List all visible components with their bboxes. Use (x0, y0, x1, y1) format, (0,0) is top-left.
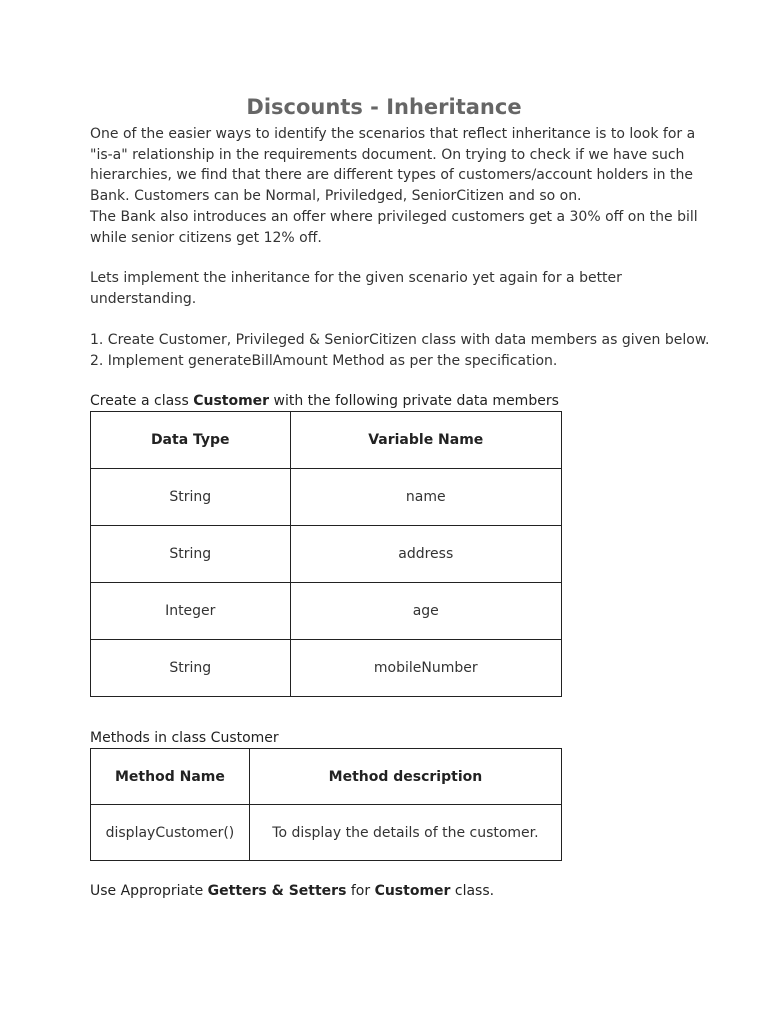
intro-line: The Bank also introduces an offer where privileged customers get a 30% off on the bill (90, 208, 698, 225)
header-method-description: Method description (249, 749, 561, 805)
lets-line: understanding. (90, 290, 197, 307)
methods-table-caption: Methods in class Customer (90, 730, 279, 746)
lets-paragraph (90, 268, 690, 309)
intro-line: while senior citizens get 12% off. (90, 229, 322, 246)
intro-line: One of the easier ways to identify the scenarios that reflect inheritance is to look for a (90, 126, 696, 142)
header-variable-name: Variable Name (290, 412, 561, 469)
table-header-row (91, 412, 562, 469)
intro-line: hierarchies, we find that there are different types of customers/account holders in the (90, 167, 693, 184)
step-item: 1. Create Customer, Privileged & SeniorCitizen class with data members as given below. (90, 332, 710, 348)
customer-data-members-table (90, 411, 562, 697)
table-header-row (91, 749, 562, 805)
lets-line: Lets implement the inheritance for the given scenario yet again for a better (90, 270, 622, 286)
cell-method-description: To display the details of the customer. (249, 805, 561, 861)
cell-variable-name: name (290, 469, 561, 526)
table-row (91, 583, 562, 640)
table-row (91, 526, 562, 583)
cell-data-type: String (91, 526, 291, 583)
cell-variable-name: mobileNumber (290, 640, 561, 697)
cell-data-type: String (91, 469, 291, 526)
note-bold-getters-setters: Getters & Setters (207, 883, 347, 899)
table-row (91, 469, 562, 526)
customer-table-caption (90, 391, 559, 411)
intro-line: Bank. Customers can be Normal, Priviledged, SeniorCitizen and so on. (90, 188, 582, 205)
cell-data-type: String (91, 640, 291, 697)
note-bold-class-name: Customer (374, 883, 451, 899)
note-part: for (346, 883, 375, 899)
table-row (91, 640, 562, 697)
table-row (91, 805, 562, 861)
steps-list (90, 330, 710, 371)
intro-line: "is-a" relationship in the requirements document. On trying to check if we have such (90, 146, 685, 163)
note-part: class. (450, 883, 495, 899)
caption-prefix: Create a class (90, 393, 194, 409)
cell-variable-name: address (290, 526, 561, 583)
intro-paragraph (90, 124, 698, 248)
caption-class-name: Customer (193, 393, 270, 409)
getters-setters-note (90, 881, 494, 901)
note-part: Use Appropriate (90, 883, 208, 899)
step-item: 2. Implement generateBillAmount Method as per the specification. (90, 352, 558, 369)
header-method-name: Method Name (91, 749, 250, 805)
cell-data-type: Integer (91, 583, 291, 640)
cell-method-name: displayCustomer() (91, 805, 250, 861)
header-data-type: Data Type (91, 412, 291, 469)
page-title: Discounts - Inheritance (246, 95, 522, 119)
customer-methods-table (90, 748, 562, 861)
caption-suffix: with the following private data members (269, 393, 559, 409)
cell-variable-name: age (290, 583, 561, 640)
